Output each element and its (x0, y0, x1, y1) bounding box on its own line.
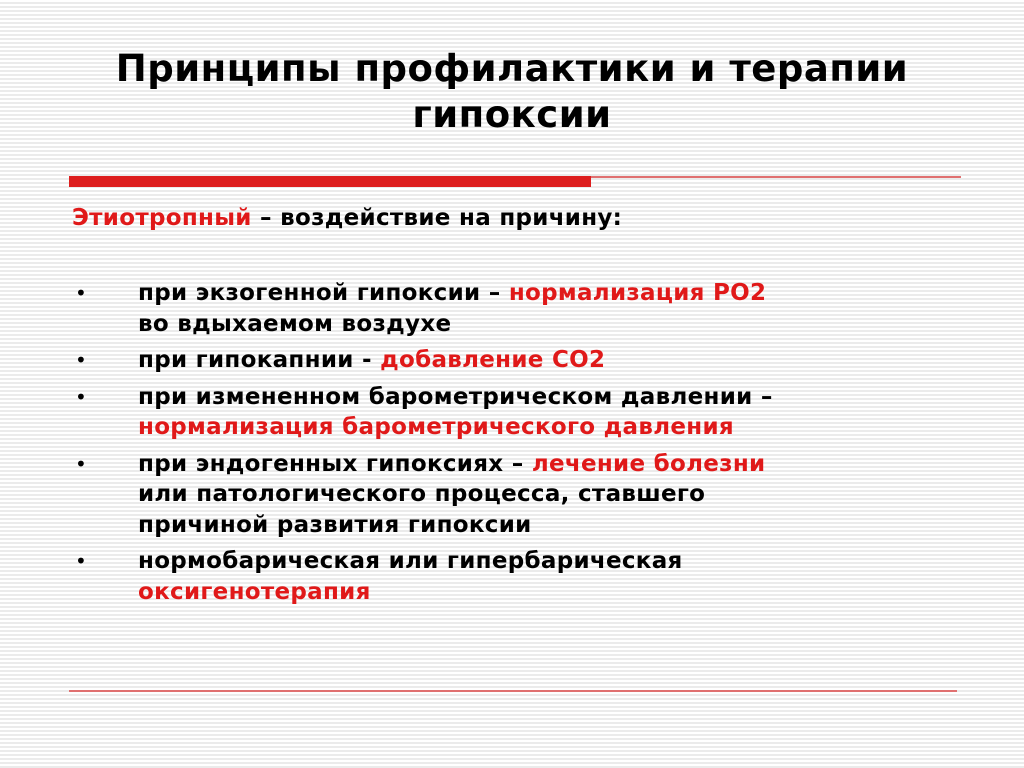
list-item-line (138, 278, 952, 309)
body-text: при измененном барометрическом давлении – (138, 383, 773, 410)
list-item-line (138, 309, 952, 340)
intro-line (72, 202, 622, 234)
list-item (72, 278, 952, 339)
intro-text: – воздействие на причину: (251, 205, 623, 231)
body-text: при экзогенной гипоксии – (138, 280, 509, 306)
bullet-marker: • (75, 384, 88, 409)
body-text: при гипокапнии - (138, 347, 381, 373)
list-item (72, 382, 952, 443)
bullet-marker: • (75, 451, 88, 476)
title-underline-thin (591, 176, 961, 178)
list-item-line (138, 345, 952, 376)
list-item (72, 546, 952, 607)
bullet-marker: • (75, 549, 88, 573)
body-text: или патологического процесса, ставшего (138, 481, 706, 507)
title-underline-thick (69, 176, 591, 187)
bullet-marker: • (75, 281, 88, 305)
highlight-text: оксигенотерапия (138, 578, 371, 605)
highlight-text: добавление СО2 (380, 347, 606, 373)
bullet-marker: • (75, 348, 88, 372)
body-text: причиной развития гипоксии (138, 511, 532, 538)
list-item-line (138, 382, 952, 413)
body-text: во вдыхаемом воздухе (138, 310, 452, 337)
list-item (72, 449, 952, 541)
bullet-list (72, 278, 952, 613)
intro-highlight: Этиотропный (72, 205, 252, 231)
body-text: нормобарическая или гипербарическая (138, 548, 683, 574)
highlight-text: нормализация РО2 (508, 280, 767, 306)
footer-divider (69, 690, 957, 692)
title-line-2: гипоксии (412, 93, 612, 136)
body-text: при эндогенных гипоксиях – (138, 450, 532, 477)
list-item-line (138, 577, 952, 608)
list-item-line (138, 479, 952, 510)
highlight-text: нормализация барометрического давления (138, 414, 734, 440)
list-item (72, 345, 952, 376)
title-line-1: Принципы профилактики и терапии (115, 47, 909, 90)
list-item-line (138, 510, 952, 541)
list-item-line (138, 546, 952, 577)
slide-title (60, 46, 964, 138)
list-item-line (138, 449, 952, 480)
list-item-line (138, 412, 952, 443)
highlight-text: лечение болезни (531, 450, 766, 477)
